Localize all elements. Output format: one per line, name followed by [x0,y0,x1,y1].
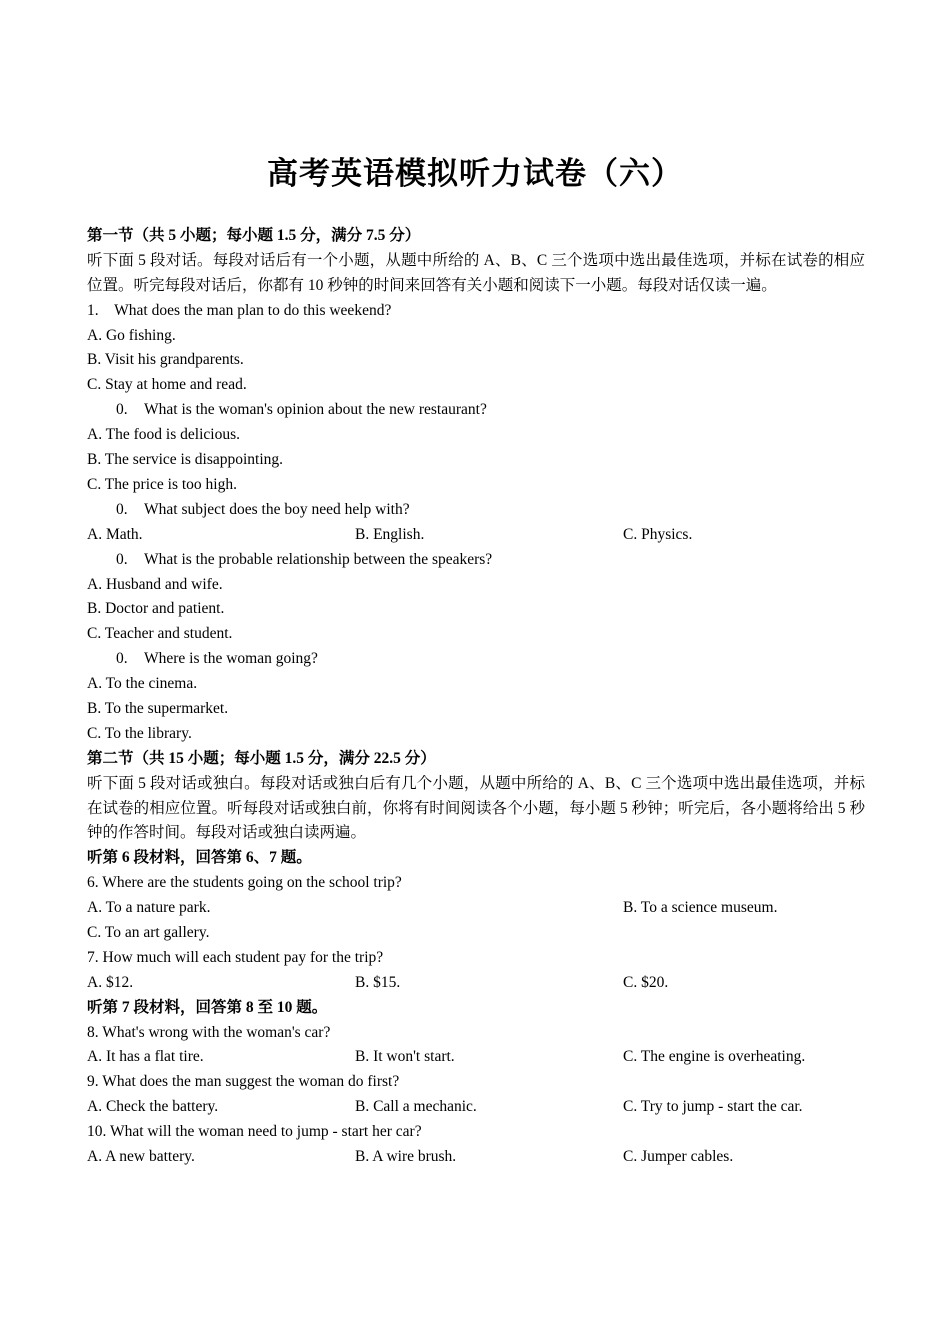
option-c: C. The price is too high. [87,475,237,493]
options-row [87,971,865,996]
exam-content [87,224,865,1170]
option-a: A. A new battery. [87,1148,195,1166]
option-b: B. English. [355,525,425,543]
material-6-heading: 听第 6 段材料，回答第 6、7 题。 [87,849,312,867]
question-text: What is the woman's opinion about the new restaurant? [144,401,487,419]
option-c: C. To the library. [87,724,192,742]
question-text: What does the man plan to do this weekend? [114,301,392,319]
option-a: A. Go fishing. [87,326,176,344]
option-b: B. Visit his grandparents. [87,351,244,369]
question-number: 0. [116,401,128,419]
question-number: 1. [87,301,99,319]
question-3 [87,498,865,523]
section2-heading: 第二节（共 15 小题；每小题 1.5 分，满分 22.5 分） [87,749,436,767]
option-c: C. Teacher and student. [87,625,233,643]
option-b: B. Call a mechanic. [355,1098,477,1116]
option-a: A. $12. [87,973,134,991]
option-a: A. Math. [87,525,143,543]
option-c: C. Try to jump - start the car. [623,1098,803,1116]
option-b: B. Doctor and patient. [87,600,225,618]
question-2 [87,398,865,423]
option-b: B. It won't start. [355,1048,455,1066]
option-b: B. $15. [355,973,401,991]
option-c: C. The engine is overheating. [623,1048,806,1066]
option-b: B. To the supermarket. [87,699,229,717]
question-4 [87,548,865,573]
options-row [87,523,865,548]
question-7: 7. How much will each student pay for the trip? [87,948,384,966]
option-c: C. Jumper cables. [623,1148,734,1166]
option-b: B. A wire brush. [355,1148,457,1166]
options-row [87,1045,865,1070]
question-text: What subject does the boy need help with? [144,500,410,518]
option-c: C. $20. [623,973,669,991]
question-10: 10. What will the woman need to jump - start her car? [87,1123,422,1141]
question-number: 0. [116,500,128,518]
section2-instructions: 听下面 5 段对话或独白。每段对话或独白后有几个小题，从题中所给的 A、B、C 三个选项中选出最佳选项，并标在试卷的相应位置。听每段对话或独白前，你将有时间阅读各个小题，每小题 5 秒钟；听完后，各小题将给出 5 秒钟的作答时间。每段对话或独白读两遍。 [87,774,865,842]
option-a: A. The food is delicious. [87,426,240,444]
material-7-heading: 听第 7 段材料，回答第 8 至 10 题。 [87,998,328,1016]
option-a: A. To the cinema. [87,675,198,693]
question-5 [87,647,865,672]
option-a: A. Husband and wife. [87,575,223,593]
option-b: B. To a science museum. [623,899,778,917]
question-9: 9. What does the man suggest the woman do first? [87,1073,400,1091]
options-row [87,1095,865,1120]
question-1 [87,299,865,324]
option-b: B. The service is disappointing. [87,451,284,469]
option-c: C. To an art gallery. [87,924,210,942]
question-8: 8. What's wrong with the woman's car? [87,1023,331,1041]
section1-instructions: 听下面 5 段对话。每段对话后有一个小题，从题中所给的 A、B、C 三个选项中选出最佳选项，并标在试卷的相应位置。听完每段对话后，你都有 10 秒钟的时间来回答有关小题和阅读下一小题。每段对话仅读一遍。 [87,251,865,294]
question-6: 6. Where are the students going on the school trip? [87,874,402,892]
question-number: 0. [116,650,128,668]
option-c: C. Physics. [623,525,693,543]
option-c: C. Stay at home and read. [87,376,247,394]
options-row [87,896,865,921]
options-row [87,1145,865,1170]
question-text: What is the probable relationship between the speakers? [144,550,493,568]
page-title: 高考英语模拟听力试卷（六） [267,156,683,192]
question-number: 0. [116,550,128,568]
question-text: Where is the woman going? [144,650,318,668]
option-a: A. It has a flat tire. [87,1048,204,1066]
section1-heading: 第一节（共 5 小题；每小题 1.5 分，满分 7.5 分） [87,227,421,244]
option-a: A. Check the battery. [87,1098,219,1116]
option-a: A. To a nature park. [87,899,211,917]
